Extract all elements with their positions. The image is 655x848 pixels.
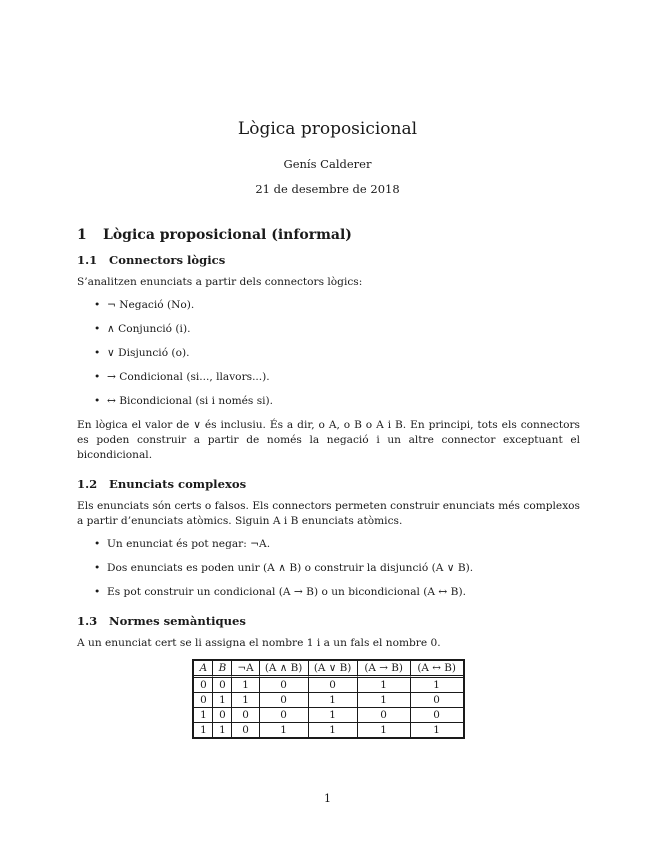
- table-cell: 1: [231, 678, 258, 692]
- list-item: [77, 298, 580, 313]
- section-number: 1: [77, 227, 87, 243]
- table-cell: 1: [357, 678, 410, 692]
- page-number: 1: [324, 792, 331, 805]
- list-item: [77, 394, 580, 409]
- table-cell: 1: [410, 678, 463, 692]
- table-cell: 1: [410, 722, 463, 737]
- subsection-title: Normes semàntiques: [109, 614, 246, 628]
- table-cell: 1: [259, 722, 308, 737]
- list-item: [77, 585, 580, 600]
- table-row: [194, 722, 462, 737]
- list-item-text: Un enunciat és pot negar: ¬A.: [107, 538, 271, 550]
- table-cell: 0: [259, 692, 308, 707]
- bullet-icon: •: [94, 538, 101, 550]
- table-header-cell: (A ∧ B): [259, 661, 308, 678]
- bullet-icon: •: [94, 299, 101, 311]
- paragraph: A un enunciat cert se li assigna el nombre 1 i a un fals el nombre 0.: [77, 637, 441, 649]
- table-cell: 0: [357, 707, 410, 722]
- complex-statements-list: [77, 537, 580, 600]
- table-cell: 0: [259, 707, 308, 722]
- list-item: [77, 346, 580, 361]
- document-title: Lògica proposicional: [237, 119, 418, 139]
- document-author: Genís Calderer: [283, 157, 372, 171]
- subsection-heading-connectors: [77, 253, 580, 268]
- list-item-text: ∧ Conjunció (i).: [107, 323, 191, 335]
- list-item-text: ∨ Disjunció (o).: [107, 347, 190, 359]
- paragraph: Els enunciats són certs o falsos. Els connectors permeten construir enunciats més complexos a partir d’enunciats atòmics. Siguin A i B enunciats atòmics.: [77, 500, 580, 527]
- subsection-heading-complex: [77, 477, 580, 492]
- section-heading: [77, 228, 580, 243]
- table-cell: 0: [200, 679, 207, 691]
- subsection-title: Enunciats complexos: [109, 477, 247, 491]
- table-cell: 0: [410, 692, 463, 707]
- list-item: [77, 537, 580, 552]
- bullet-icon: •: [94, 586, 101, 598]
- table-cell: 1: [194, 707, 212, 722]
- table-cell: 0: [194, 692, 212, 707]
- list-item-text: → Condicional (si..., llavors...).: [107, 371, 270, 383]
- table-header-cell: B: [212, 661, 231, 678]
- table-header-row: [194, 661, 462, 678]
- paragraph: En lògica el valor de ∨ és inclusiu. És a dir, o A, o B o A i B. En principi, tots els connectors es poden construir a partir de només la negació i un altre connector exceptuant el bicondicional.: [77, 419, 580, 461]
- subsection-title: Connectors lògics: [109, 253, 226, 267]
- table-cell: 1: [357, 722, 410, 737]
- bullet-icon: •: [94, 323, 101, 335]
- paragraph: S’analitzen enunciats a partir dels connectors lògics:: [77, 276, 363, 288]
- truth-table: [192, 659, 464, 739]
- list-item-text: ¬ Negació (No).: [107, 299, 195, 311]
- bullet-icon: •: [94, 395, 101, 407]
- document-date: 21 de desembre de 2018: [255, 182, 400, 196]
- list-item: [77, 561, 580, 576]
- table-cell: 1: [357, 692, 410, 707]
- section-title: Lògica proposicional (informal): [103, 227, 352, 243]
- table-row: [194, 707, 462, 722]
- list-item-text: Es pot construir un condicional (A → B) o un bicondicional (A ↔ B).: [107, 586, 466, 598]
- table-cell: 1: [231, 692, 258, 707]
- table-cell: 1: [212, 722, 231, 737]
- subsection-heading-semantics: [77, 614, 580, 629]
- subsection-number: 1.2: [77, 477, 98, 491]
- subsection-number: 1.3: [77, 614, 98, 628]
- table-cell: 0: [231, 707, 258, 722]
- subsection-number: 1.1: [77, 253, 98, 267]
- document-body: [77, 228, 580, 739]
- list-item-text: Dos enunciats es poden unir (A ∧ B) o construir la disjunció (A ∨ B).: [107, 562, 474, 574]
- table-row: [194, 678, 462, 692]
- table-cell: 0: [259, 678, 308, 692]
- list-item-text: ↔ Bicondicional (si i només si).: [107, 395, 274, 407]
- table-cell: 1: [212, 692, 231, 707]
- connectors-list: [77, 298, 580, 409]
- table-cell: 1: [308, 707, 357, 722]
- table-header-cell: (A ↔ B): [410, 661, 463, 678]
- table-header-cell: ¬A: [231, 661, 258, 678]
- table-header-cell: (A ∨ B): [308, 661, 357, 678]
- list-item: [77, 322, 580, 337]
- bullet-icon: •: [94, 371, 101, 383]
- table-header-cell: (A → B): [357, 661, 410, 678]
- list-item: [77, 370, 580, 385]
- bullet-icon: •: [94, 347, 101, 359]
- table-cell: 0: [212, 707, 231, 722]
- bullet-icon: •: [94, 562, 101, 574]
- table-cell: 1: [194, 722, 212, 737]
- table-cell: 0: [308, 678, 357, 692]
- table-cell: 0: [231, 722, 258, 737]
- table-cell: 0: [410, 707, 463, 722]
- table-cell: 1: [308, 722, 357, 737]
- table-header-cell: A: [194, 661, 212, 678]
- table-cell: 1: [308, 692, 357, 707]
- table-row: [194, 692, 462, 707]
- table-cell: 0: [212, 678, 231, 692]
